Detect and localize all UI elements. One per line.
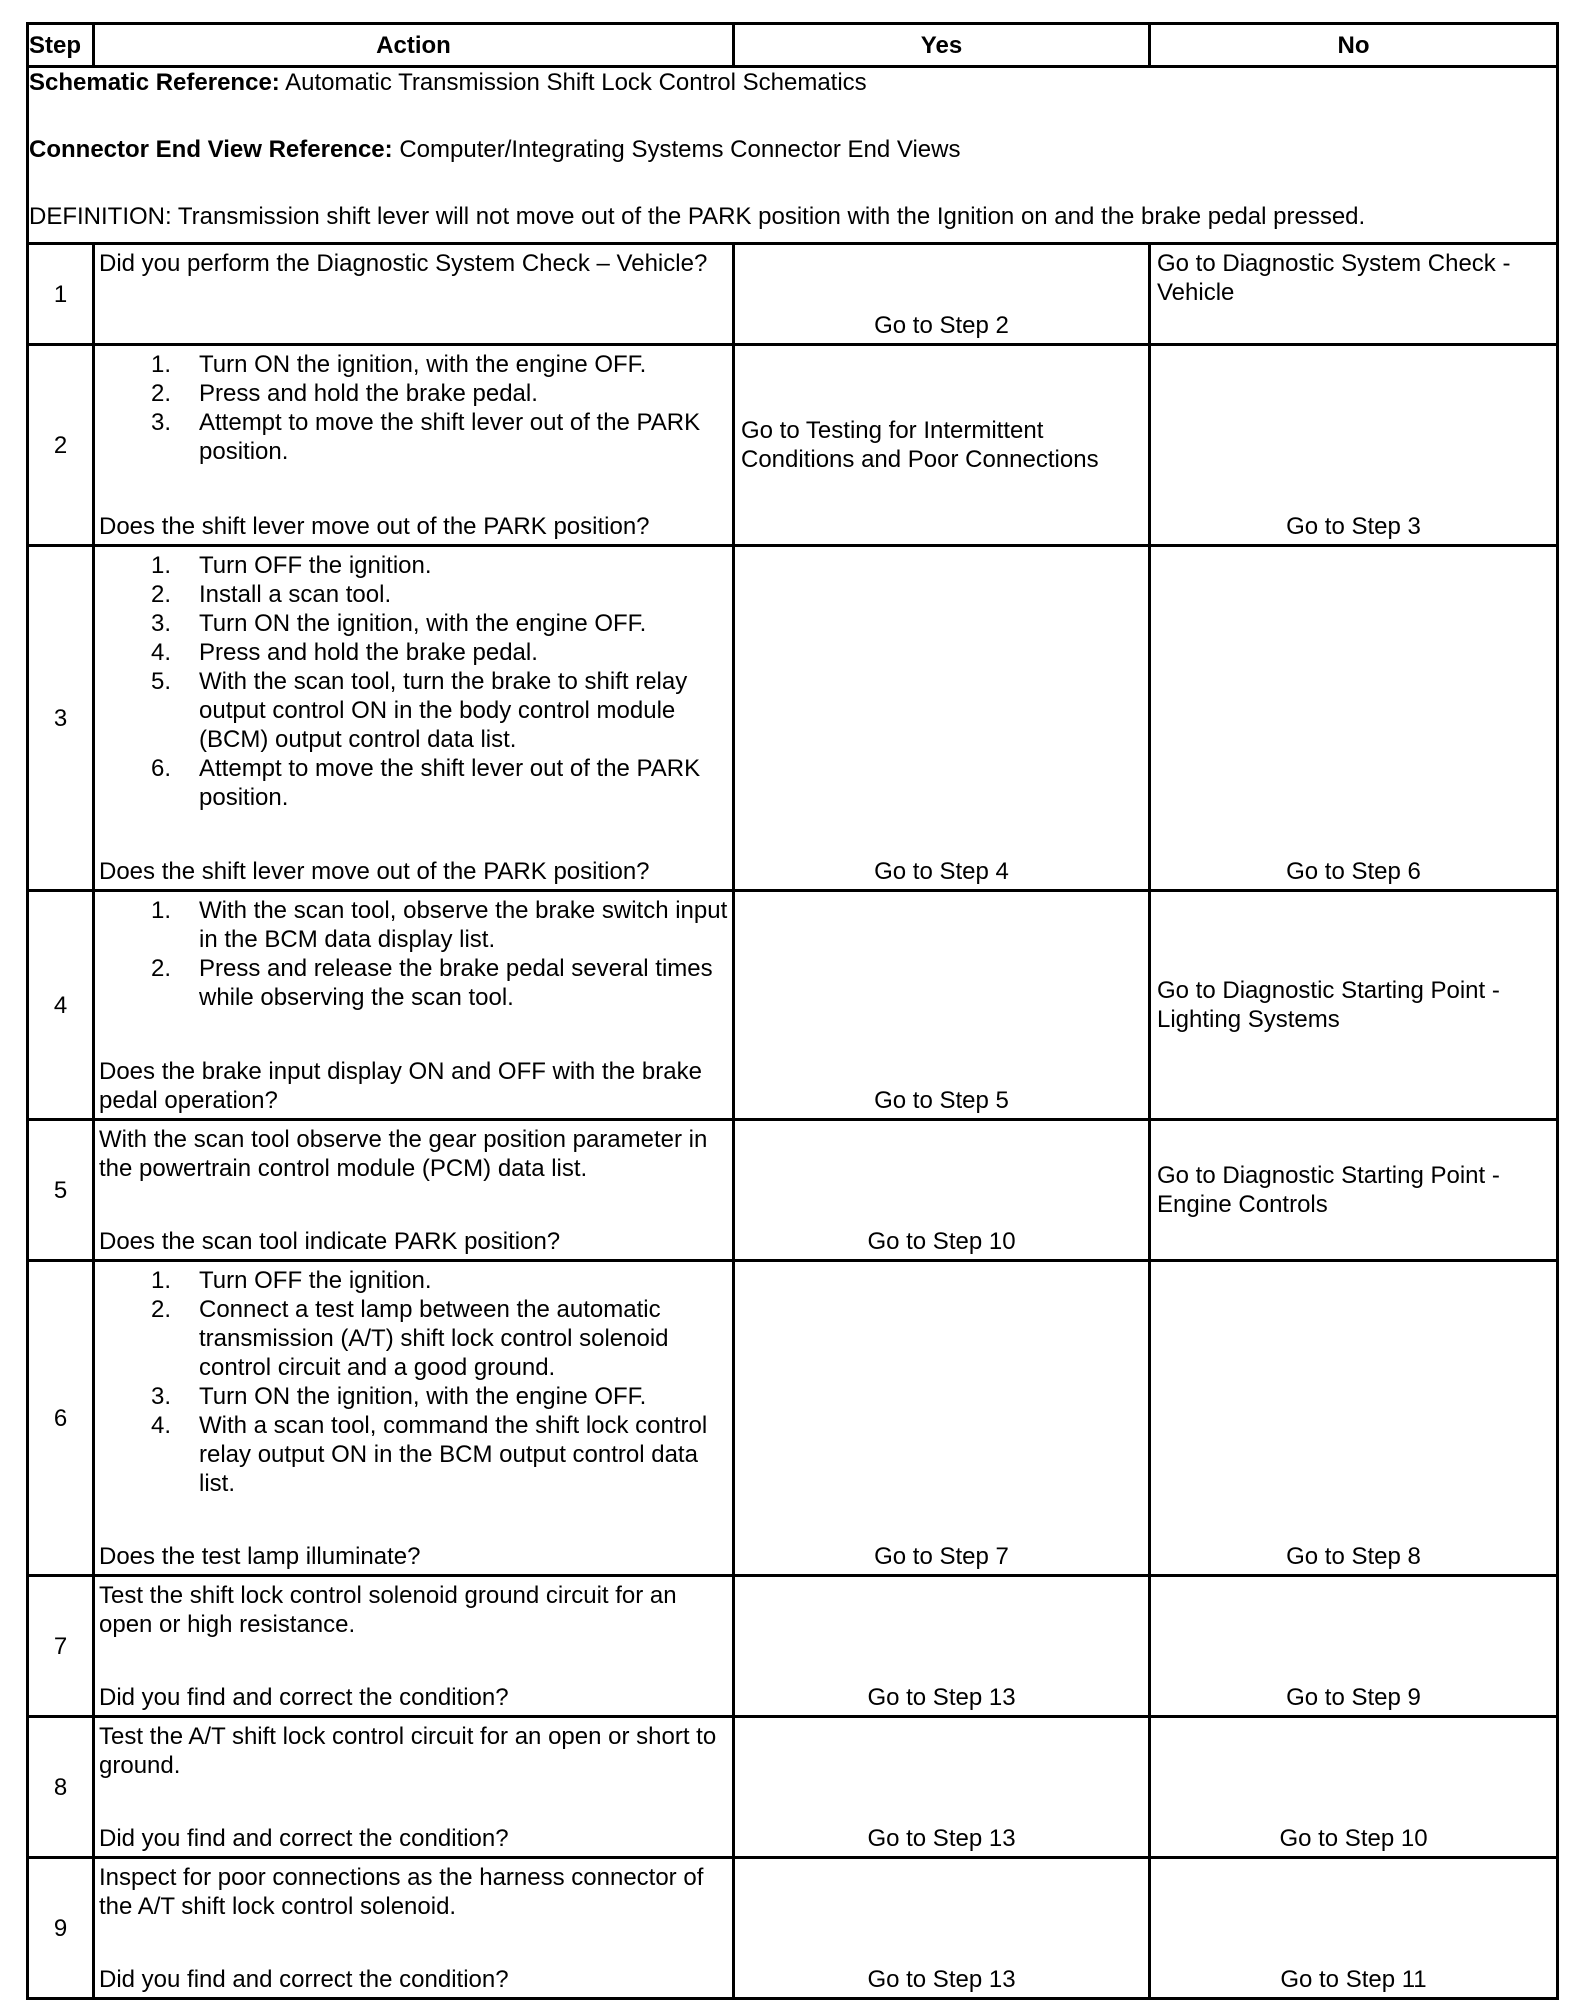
- no-result: Go to Diagnostic System Check - Vehicle: [1157, 250, 1511, 306]
- action-list: [99, 896, 728, 1012]
- yes-cell: [734, 1858, 1150, 1999]
- action-cell: [94, 546, 734, 891]
- no-cell: [1150, 345, 1558, 546]
- connector-reference: Connector End View Reference: Computer/Integrating Systems Connector End Views: [29, 136, 961, 163]
- action-list: [99, 551, 728, 812]
- step-number: 9: [28, 1858, 94, 1999]
- action-text: Inspect for poor connections as the harness connector of the A/T shift lock control solenoid.: [99, 1864, 704, 1920]
- steps-body: [28, 244, 1558, 1999]
- list-item: 4. With a scan tool, command the shift lock control relay output ON in the BCM output control data list.: [151, 1412, 708, 1497]
- no-result: Go to Step 3: [1286, 513, 1421, 540]
- list-item: 2. Press and release the brake pedal several times while observing the scan tool.: [151, 955, 713, 1011]
- step-number: 1: [28, 244, 94, 345]
- no-result: Go to Step 9: [1286, 1684, 1421, 1711]
- action-cell: [94, 1120, 734, 1261]
- header-action: Action: [94, 24, 734, 67]
- no-result: Go to Diagnostic Starting Point - Engine Controls: [1157, 1162, 1500, 1218]
- action-cell: [94, 1858, 734, 1999]
- no-cell: [1150, 244, 1558, 345]
- action-question: Did you find and correct the condition?: [99, 1825, 509, 1852]
- no-result: Go to Step 11: [1280, 1966, 1427, 1993]
- no-result: Go to Step 6: [1286, 858, 1421, 885]
- action-question: Does the brake input display ON and OFF with the brake pedal operation?: [99, 1058, 702, 1114]
- action-cell: [94, 345, 734, 546]
- action-text: With the scan tool observe the gear position parameter in the powertrain control module (PCM) data list.: [99, 1126, 708, 1182]
- step-row: [28, 1576, 1558, 1717]
- step-number: 2: [28, 345, 94, 546]
- no-result: Go to Step 8: [1286, 1543, 1421, 1570]
- list-item: 1. With the scan tool, observe the brake switch input in the BCM data display list.: [151, 897, 728, 953]
- yes-result: Go to Step 13: [867, 1825, 1016, 1852]
- no-cell: [1150, 1120, 1558, 1261]
- yes-result: Go to Step 4: [874, 858, 1009, 885]
- action-cell: [94, 1717, 734, 1858]
- action-question: Did you find and correct the condition?: [99, 1684, 509, 1711]
- yes-cell: [734, 1120, 1150, 1261]
- list-item: 3. Turn ON the ignition, with the engine OFF.: [151, 1383, 647, 1410]
- yes-result: Go to Step 5: [874, 1087, 1009, 1114]
- list-item: 6. Attempt to move the shift lever out of the PARK position.: [151, 755, 701, 811]
- yes-cell: [734, 1261, 1150, 1576]
- yes-cell: [734, 1576, 1150, 1717]
- action-cell: [94, 1576, 734, 1717]
- step-row: [28, 1120, 1558, 1261]
- yes-result: Go to Step 13: [867, 1966, 1016, 1993]
- action-list: [99, 350, 728, 466]
- action-text: Test the A/T shift lock control circuit for an open or short to ground.: [99, 1723, 717, 1779]
- step-number: 4: [28, 891, 94, 1120]
- yes-cell: [734, 345, 1150, 546]
- definition: DEFINITION: Transmission shift lever will not move out of the PARK position with the Ignition on and the brake pedal pressed.: [29, 203, 1366, 230]
- action-list: [99, 1266, 728, 1498]
- no-cell: [1150, 891, 1558, 1120]
- reference-row: [28, 67, 1558, 244]
- action-question: Does the shift lever move out of the PARK position?: [99, 513, 650, 540]
- step-row: [28, 244, 1558, 345]
- no-cell: [1150, 1858, 1558, 1999]
- diagnostic-table: [26, 22, 1559, 2000]
- yes-cell: [734, 1717, 1150, 1858]
- action-cell: [94, 891, 734, 1120]
- yes-result: Go to Step 2: [874, 312, 1009, 339]
- list-item: 2. Install a scan tool.: [151, 581, 392, 608]
- no-cell: [1150, 546, 1558, 891]
- list-item: 5. With the scan tool, turn the brake to shift relay output control ON in the body control module (BCM) output control data list.: [151, 668, 688, 753]
- action-question: Did you find and correct the condition?: [99, 1966, 509, 1993]
- action-cell: [94, 244, 734, 345]
- list-item: 4. Press and hold the brake pedal.: [151, 639, 538, 666]
- step-row: [28, 546, 1558, 891]
- list-item: 1. Turn OFF the ignition.: [151, 552, 432, 579]
- yes-result: Go to Step 7: [874, 1543, 1009, 1570]
- no-cell: [1150, 1717, 1558, 1858]
- list-item: 3. Turn ON the ignition, with the engine OFF.: [151, 610, 647, 637]
- no-cell: [1150, 1576, 1558, 1717]
- schematic-reference: Schematic Reference: Automatic Transmission Shift Lock Control Schematics: [29, 69, 867, 96]
- list-item: 1. Turn OFF the ignition.: [151, 1267, 432, 1294]
- list-item: 2. Press and hold the brake pedal.: [151, 380, 538, 407]
- action-text: Test the shift lock control solenoid ground circuit for an open or high resistance.: [99, 1582, 677, 1638]
- step-number: 5: [28, 1120, 94, 1261]
- step-number: 6: [28, 1261, 94, 1576]
- action-question: Does the scan tool indicate PARK position?: [99, 1228, 561, 1255]
- list-item: 2. Connect a test lamp between the automatic transmission (A/T) shift lock control solenoid control circuit and a good ground.: [151, 1296, 669, 1381]
- action-cell: [94, 1261, 734, 1576]
- reference-cell: [28, 67, 1558, 244]
- step-number: 3: [28, 546, 94, 891]
- step-row: [28, 1261, 1558, 1576]
- header-row: [28, 24, 1558, 67]
- no-result: Go to Diagnostic Starting Point - Lighting Systems: [1157, 977, 1500, 1033]
- header-yes: Yes: [734, 24, 1150, 67]
- step-number: 8: [28, 1717, 94, 1858]
- action-question: Does the test lamp illuminate?: [99, 1543, 421, 1570]
- header-step: Step: [28, 24, 94, 67]
- step-number: 7: [28, 1576, 94, 1717]
- step-row: [28, 345, 1558, 546]
- yes-cell: [734, 891, 1150, 1120]
- yes-result: Go to Testing for Intermittent Conditions and Poor Connections: [741, 417, 1099, 473]
- list-item: 1. Turn ON the ignition, with the engine OFF.: [151, 351, 647, 378]
- step-row: [28, 1717, 1558, 1858]
- no-result: Go to Step 10: [1279, 1825, 1428, 1852]
- yes-result: Go to Step 10: [867, 1228, 1016, 1255]
- step-row: [28, 891, 1558, 1120]
- yes-cell: [734, 244, 1150, 345]
- action-text: Did you perform the Diagnostic System Check – Vehicle?: [99, 250, 708, 277]
- list-item: 3. Attempt to move the shift lever out of the PARK position.: [151, 409, 701, 465]
- yes-cell: [734, 546, 1150, 891]
- action-question: Does the shift lever move out of the PARK position?: [99, 858, 650, 885]
- step-row: [28, 1858, 1558, 1999]
- no-cell: [1150, 1261, 1558, 1576]
- yes-result: Go to Step 13: [867, 1684, 1016, 1711]
- header-no: No: [1150, 24, 1558, 67]
